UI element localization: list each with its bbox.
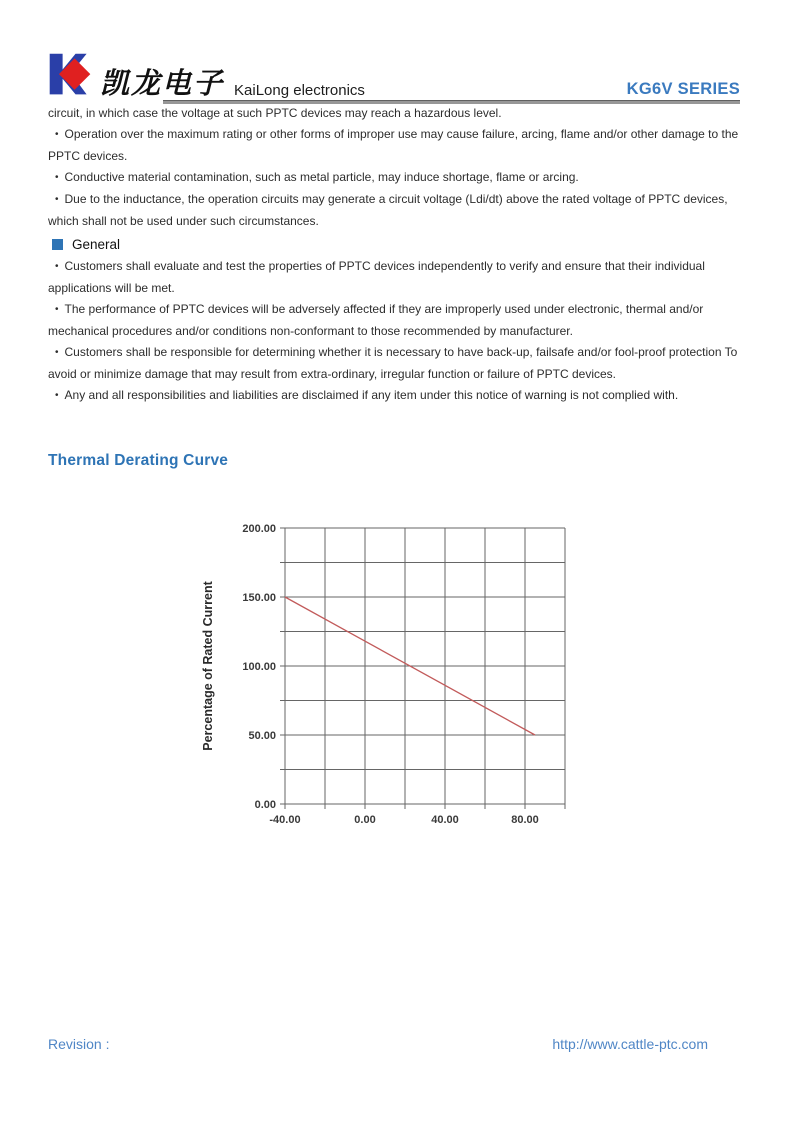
general-heading: [48, 233, 747, 256]
section-bullet-icon: [52, 239, 63, 250]
svg-text:-40.00: -40.00: [269, 814, 301, 826]
svg-text:80.00: 80.00: [511, 814, 539, 826]
series-title: KG6V SERIES: [626, 80, 740, 98]
svg-text:100.00: 100.00: [242, 661, 276, 673]
body-paragraph: • Any and all responsibilities and liabilities are disclaimed if any item under this notice of warning is not complied with.: [48, 385, 747, 407]
svg-text:50.00: 50.00: [248, 730, 276, 742]
body-paragraph: • Customers shall evaluate and test the properties of PPTC devices independently to verify and ensure that their individual applications will be met.: [48, 256, 747, 299]
svg-text:0.00: 0.00: [254, 799, 276, 811]
thermal-derating-chart: [180, 510, 580, 840]
site-url[interactable]: http://www.cattle-ptc.com: [552, 1036, 708, 1052]
body-paragraph: • The performance of PPTC devices will be adversely affected if they are improperly used under electronic, thermal and/or mechanical procedures and/or conditions non-conformant to those recommended by manufacturer.: [48, 299, 747, 342]
header: [46, 50, 740, 100]
svg-text:0.00: 0.00: [354, 814, 376, 826]
logo-chinese-text: 凯龙电子: [100, 66, 225, 100]
body-paragraph: • Customers shall be responsible for determining whether it is necessary to have back-up, failsafe and/or fool-proof protection To avoid or minimize damage that may result from extra-ordinary, irregular function or failure of PPTC devices.: [48, 342, 747, 385]
body-paragraph: • Conductive material contamination, such as metal particle, may induce shortage, flame or arcing.: [48, 167, 747, 189]
svg-text:150.00: 150.00: [242, 592, 276, 604]
svg-text:200.00: 200.00: [242, 523, 276, 535]
body-paragraph: • Due to the inductance, the operation circuits may generate a circuit voltage (Ldi/dt) above the rated voltage of PPTC devices, which shall not be used under such circumstances.: [48, 189, 747, 232]
y-axis-title: Percentage of Rated Current: [201, 581, 215, 751]
general-list: [48, 256, 747, 407]
body-paragraph: circuit, in which case the voltage at such PPTC devices may reach a hazardous level.: [48, 106, 502, 120]
revision-label: Revision :: [48, 1036, 110, 1052]
general-heading-label: General: [72, 237, 121, 252]
body-text: [48, 103, 747, 407]
logo-diamond-icon: [59, 58, 90, 89]
company-name: KaiLong electronics: [234, 82, 365, 99]
warning-paragraphs: [48, 103, 747, 232]
section-title: Thermal Derating Curve: [48, 452, 229, 469]
body-paragraph: • Operation over the maximum rating or other forms of improper use may cause failure, arcing, flame and/or other damage to the PPTC devices.: [48, 124, 747, 167]
kailong-logo-icon: [46, 50, 94, 100]
svg-text:40.00: 40.00: [431, 814, 459, 826]
chart-container: [180, 510, 580, 840]
